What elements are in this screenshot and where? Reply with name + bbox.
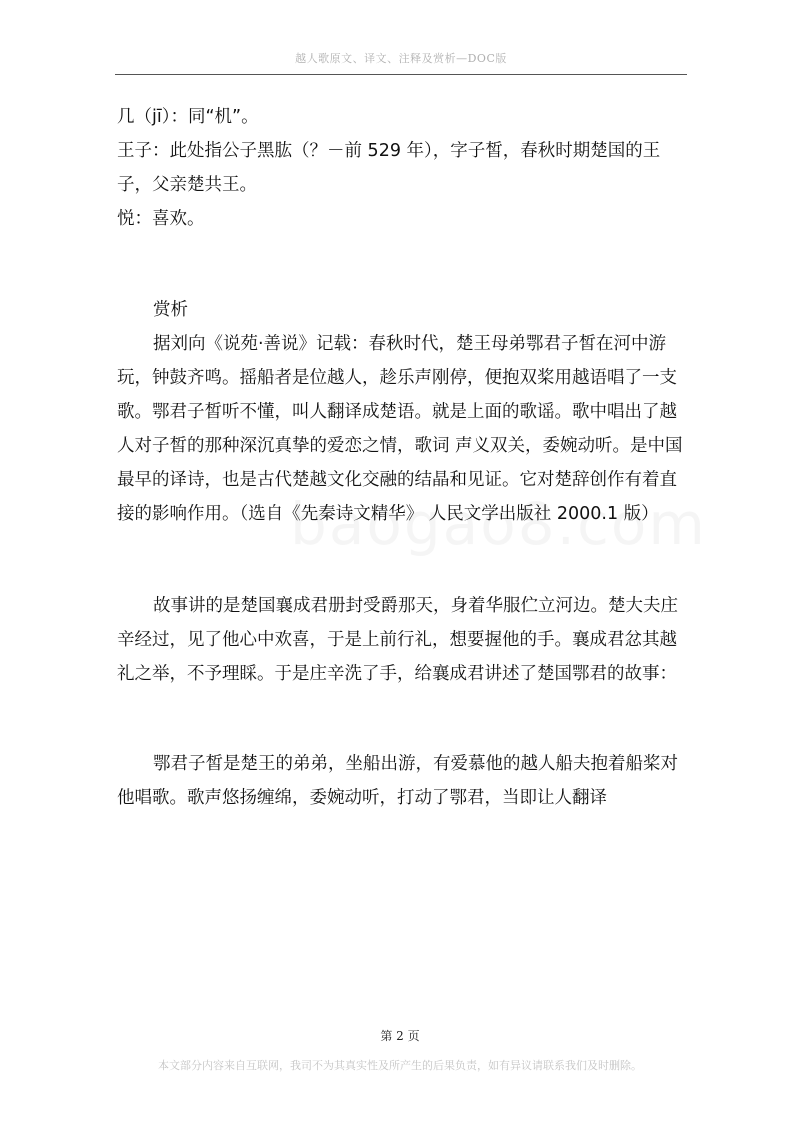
note-yue: 悦：喜欢。 xyxy=(117,209,205,229)
story-paragraph-1: 故事讲的是楚国襄成君册封受爵那天，身着华服伫立河边。楚大夫庄辛经过，见了他心中欢喜，于是上前行礼，想要握他的手。襄成君忿其越礼之举，不予理睬。于是庄辛洗了手，给襄成君讲述了楚国鄂君的故事： xyxy=(117,596,678,684)
document-body xyxy=(117,100,689,815)
appreciation-paragraph: 据刘向《说苑·善说》记载：春秋时代，楚王母弟鄂君子皙在河中游玩，钟鼓齐鸣。摇船者是位越人，趁乐声刚停，便抱双桨用越语唱了一支歌。鄂君子皙听不懂，叫人翻译成楚语。就是上面的歌谣。歌中唱出了越人对子皙的那种深沉真挚的爱恋之情，歌词 声义双关，委婉动听。是中国最早的译诗，也是古代楚越文化交融的结晶和见证。它对楚辞创作有着直接的影响作用。（选自《先秦诗文精华》 人民文学出版社 2000.1 版） xyxy=(117,334,683,524)
page-number: 第 2 页 xyxy=(380,1029,420,1043)
footer-disclaimer: 本文部分内容来自互联网，我司不为其真实性及所产生的后果负责，如有异议请联系我们及时删除。 xyxy=(158,1059,642,1072)
note-wangzi: 王子：此处指公子黑肱（？－前 529 年），字子皙，春秋时期楚国的王子，父亲楚共王。 xyxy=(117,141,661,195)
header-divider xyxy=(115,74,687,75)
story-paragraph-2: 鄂君子皙是楚王的弟弟，坐船出游，有爱慕他的越人船夫抱着船桨对他唱歌。歌声悠扬缠绵，委婉动听，打动了鄂君，当即让人翻译 xyxy=(117,754,678,808)
note-ji: 几（jī）：同“机”。 xyxy=(117,107,259,127)
page-header-title: 越人歌原文、译文、注释及赏析—DOC版 xyxy=(295,52,507,65)
spacer xyxy=(117,531,689,589)
section-heading-appreciation: 赏析 xyxy=(153,300,188,320)
spacer xyxy=(117,236,689,293)
spacer xyxy=(117,691,689,747)
